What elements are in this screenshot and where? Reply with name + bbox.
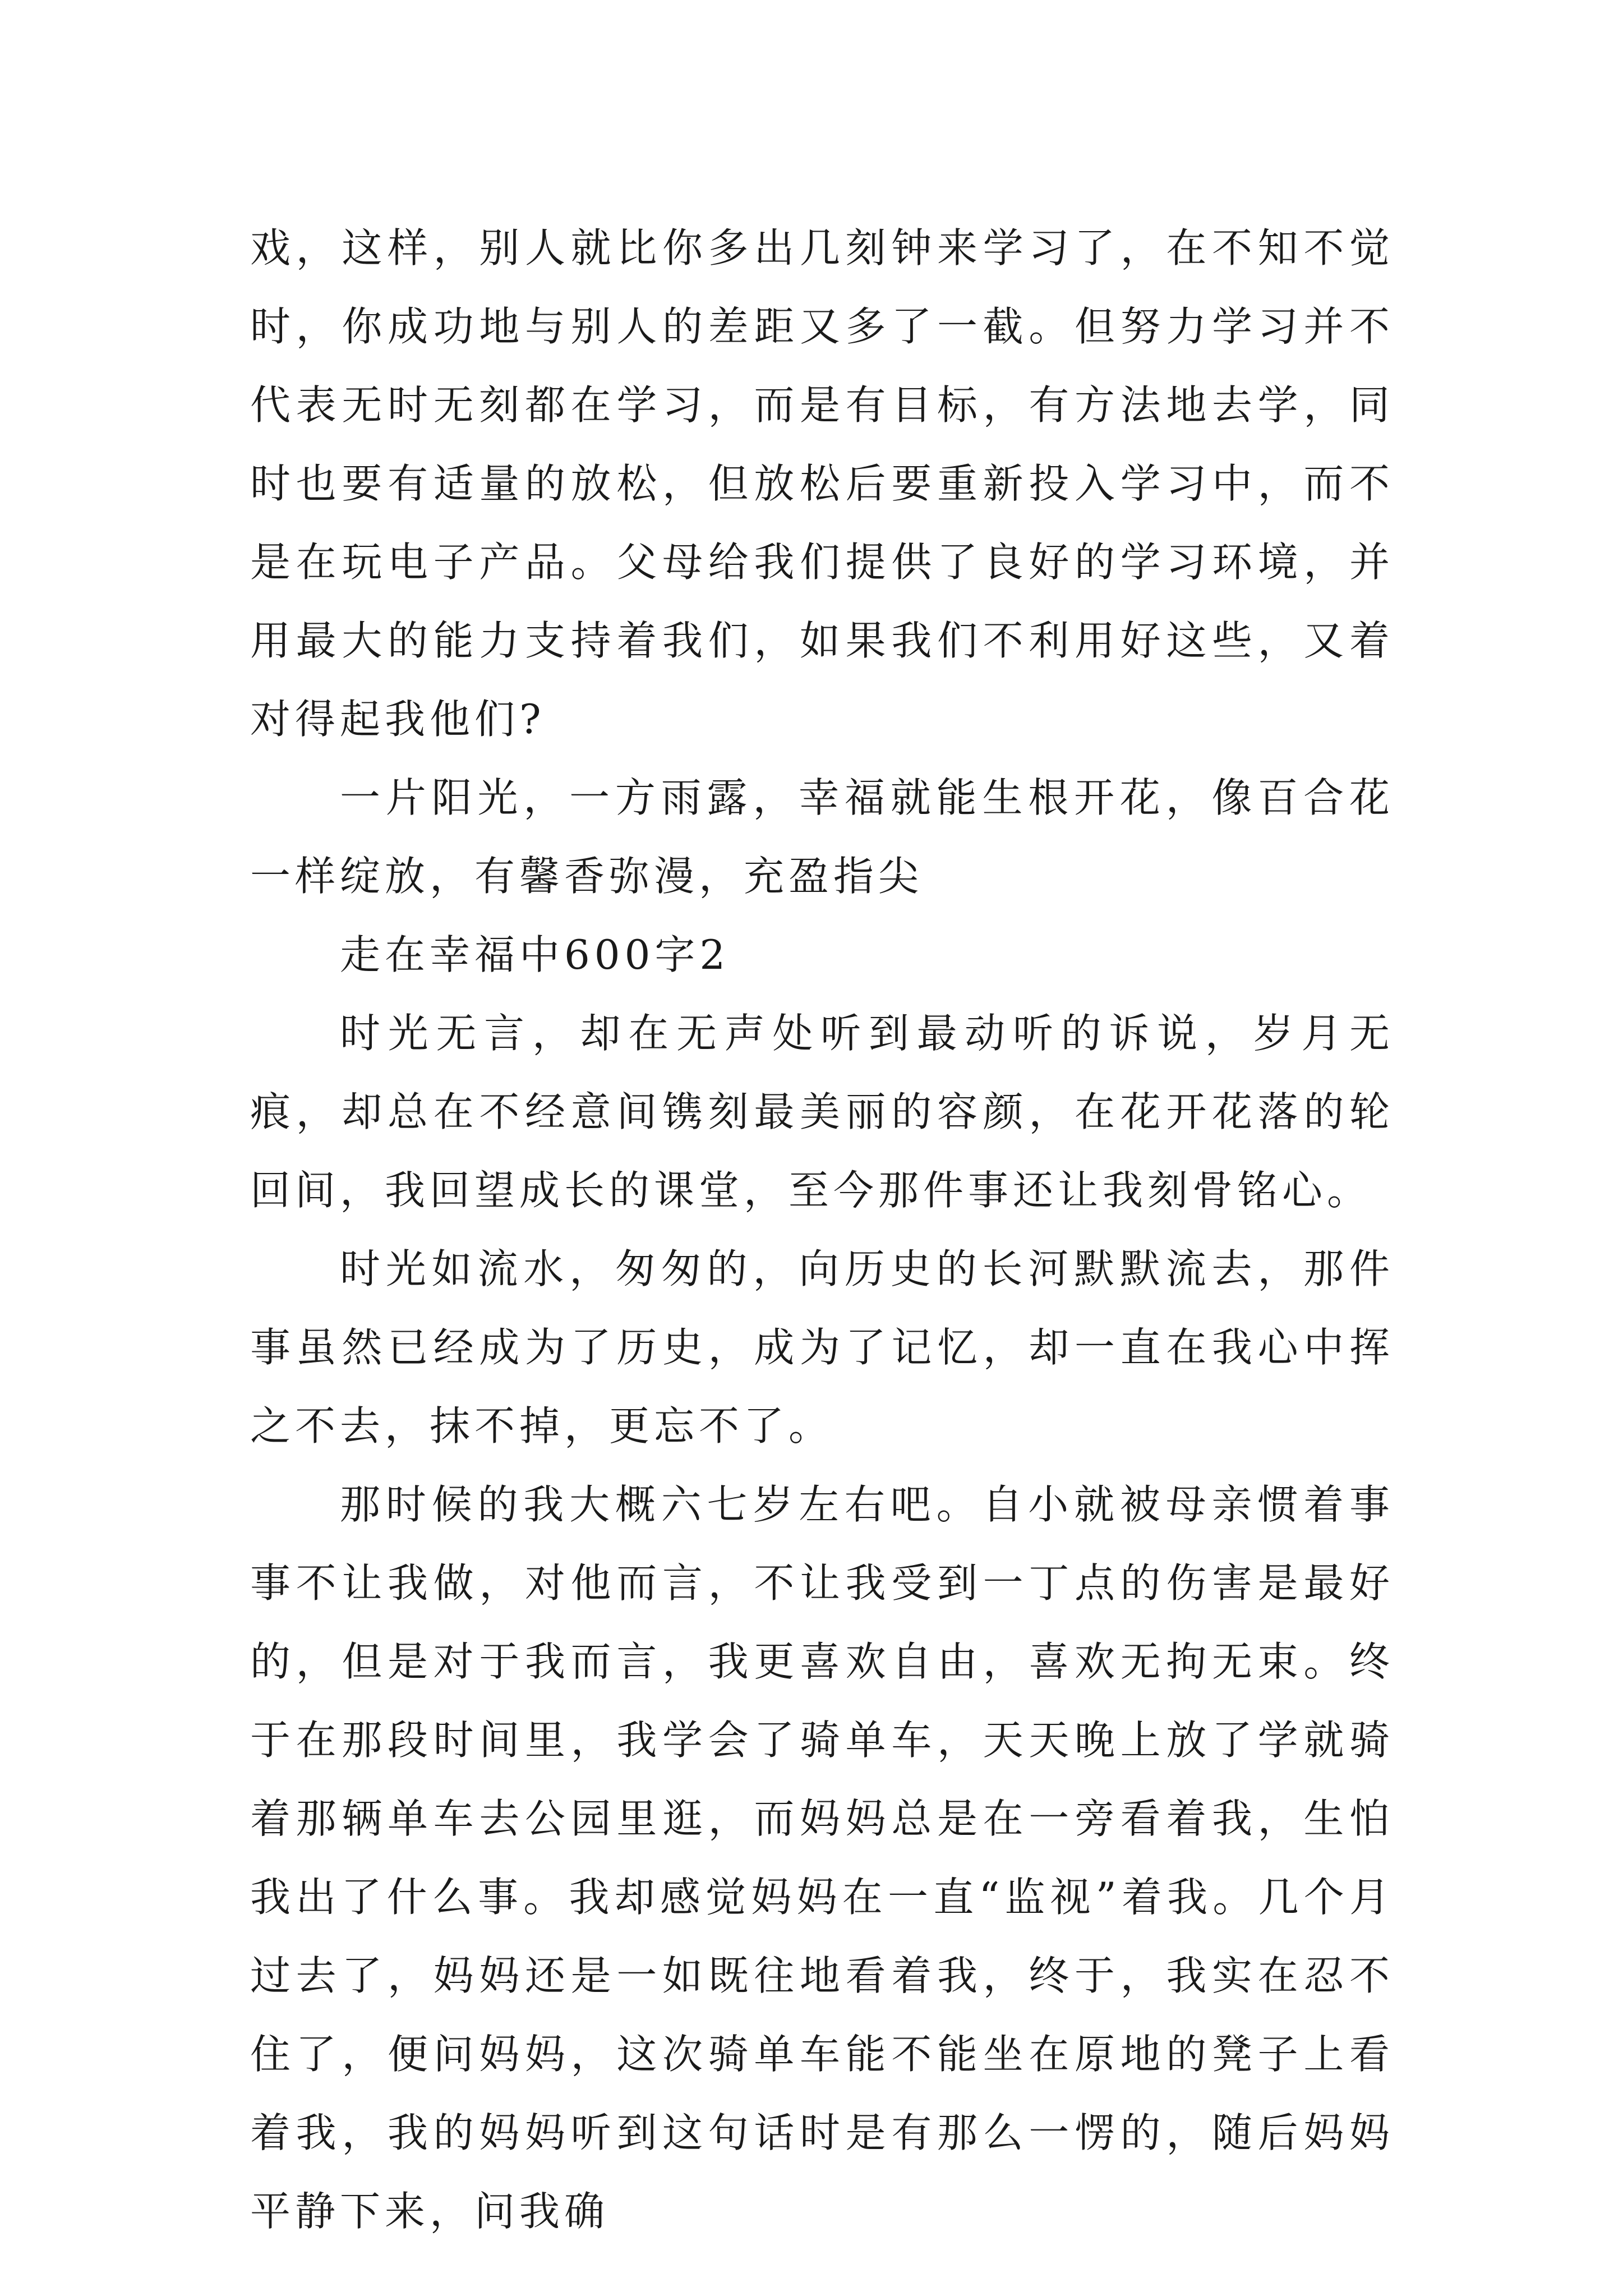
- section-heading: 走在幸福中600字2: [340, 931, 730, 978]
- paragraph-sunshine: 一片阳光，一方雨露，幸福就能生根开花，像百合花一样绽放，有馨香弥漫，充盈指尖: [250, 774, 1394, 900]
- paragraph-time-flowing: 时光如流水，匆匆的，向历史的长河默默流去，那件事虽然已经成为了历史，成为了记忆，却一直在我心中挥之不去，抹不掉，更忘不了。: [250, 1245, 1394, 1450]
- paragraph-childhood-story: 那时候的我大概六七岁左右吧。自小就被母亲惯着事事不让我做，对他而言，不让我受到一丁点的伤害是最好的，但是对于我而言，我更喜欢自由，喜欢无拘无束。终于在那段时间里，我学会了骑单车，天天晚上放了学就骑着那辆单车去公园里逛，而妈妈总是在一旁看着我，生怕我出了什么事。我却感觉妈妈在一直“监视”着我。几个月过去了，妈妈还是一如既往地看着我，终于，我实在忍不住了，便问妈妈，这次骑单车能不能坐在原地的凳子上看着我，我的妈妈听到这句话时是有那么一愣的，随后妈妈平静下来，问我确: [250, 1481, 1394, 2235]
- paragraph-time-silent: 时光无言，却在无声处听到最动听的诉说，岁月无痕，却总在不经意间镌刻最美丽的容颜，在花开花落的轮回间，我回望成长的课堂，至今那件事还让我刻骨铭心。: [250, 1010, 1394, 1214]
- document-body: [250, 209, 1394, 2251]
- paragraph-continuation: 戏，这样，别人就比你多出几刻钟来学习了，在不知不觉时，你成功地与别人的差距又多了一截。但努力学习并不代表无时无刻都在学习，而是有目标，有方法地去学，同时也要有适量的放松，但放松后要重新投入学习中，而不是在玩电子产品。父母给我们提供了良好的学习环境，并用最大的能力支持着我们，如果我们不利用好这些，又着对得起我他们?: [250, 224, 1394, 743]
